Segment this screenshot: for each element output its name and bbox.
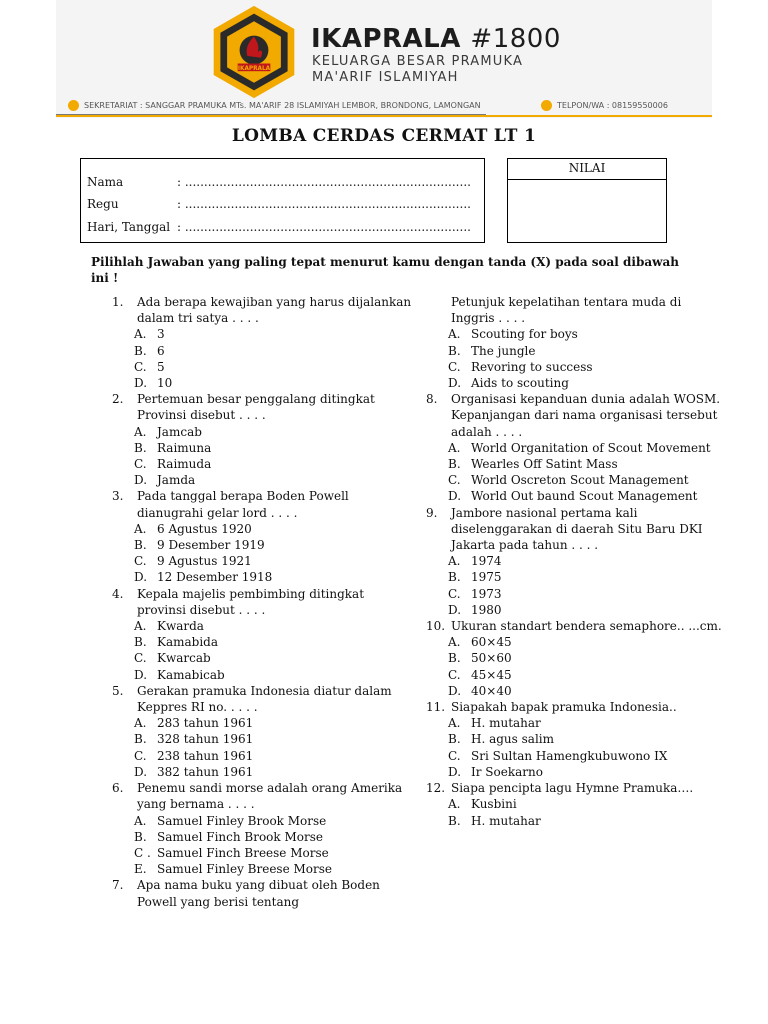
answer-option[interactable] [134, 813, 412, 829]
answer-option[interactable] [448, 683, 726, 699]
answer-option[interactable] [134, 326, 412, 342]
option-letter: B. [448, 651, 461, 666]
answer-option[interactable] [134, 359, 412, 375]
option-letter: D. [134, 473, 148, 488]
brand-name: IKAPRALA [311, 24, 461, 54]
answer-option[interactable] [448, 667, 726, 683]
answer-option[interactable] [134, 715, 412, 731]
answer-options [112, 813, 412, 878]
questions-left-column [112, 294, 412, 910]
answer-options [426, 326, 726, 391]
answer-option[interactable] [448, 440, 726, 456]
option-letter: B. [448, 457, 461, 472]
answer-option[interactable] [134, 424, 412, 440]
question-item [112, 391, 412, 423]
option-text: H. mutahar [471, 716, 541, 731]
score-label: NILAI [508, 159, 666, 180]
answer-option[interactable] [448, 650, 726, 666]
question-text: Ukuran standart bendera semaphore.. ...cm. [451, 619, 722, 634]
option-text: Samuel Finch Brook Morse [157, 829, 323, 844]
question-number: 9. [426, 505, 438, 520]
option-letter: A. [448, 635, 461, 650]
answer-options [426, 440, 726, 505]
answer-option[interactable] [134, 456, 412, 472]
identity-label: Regu [87, 197, 119, 211]
option-text: Kwarcab [157, 651, 211, 666]
answer-option[interactable] [134, 829, 412, 845]
answer-options [112, 424, 412, 489]
answer-option[interactable] [134, 667, 412, 683]
answer-option[interactable] [134, 618, 412, 634]
answer-option[interactable] [448, 748, 726, 764]
answer-options [112, 521, 412, 586]
option-letter: A. [134, 327, 147, 342]
answer-option[interactable] [448, 764, 726, 780]
question-number: 2. [112, 392, 124, 407]
address-text: SEKRETARIAT : SANGGAR PRAMUKA MTs. MA'ARIF 28 ISLAMIYAH LEMBOR, BRONDONG, LAMONGAN [84, 101, 481, 110]
answer-option[interactable] [448, 326, 726, 342]
option-letter: C. [134, 651, 147, 666]
option-letter: E. [134, 862, 147, 877]
option-text: Samuel Finch Breese Morse [157, 845, 329, 860]
option-letter: B. [448, 813, 461, 828]
option-text: 238 tahun 1961 [157, 748, 254, 763]
option-text: Raimuda [157, 457, 212, 472]
contact-bar [66, 100, 706, 114]
question-text: Siapakah bapak pramuka Indonesia.. [451, 700, 677, 715]
option-text: 1974 [471, 554, 502, 569]
answer-option[interactable] [448, 634, 726, 650]
logo-text: IKAPRALA [237, 65, 271, 72]
question-number: 11. [426, 700, 446, 715]
answer-option[interactable] [134, 553, 412, 569]
question-item [112, 683, 412, 715]
option-text: 1980 [471, 602, 502, 617]
answer-option[interactable] [134, 764, 412, 780]
answer-option[interactable] [448, 586, 726, 602]
question-item [112, 586, 412, 618]
answer-option[interactable] [448, 731, 726, 747]
option-text: Revoring to success [471, 359, 593, 374]
option-letter: B. [448, 732, 461, 747]
answer-option[interactable] [448, 569, 726, 585]
location-pin-icon [68, 100, 79, 111]
option-text: World Organitation of Scout Movement [471, 440, 711, 455]
option-text: Kamabida [157, 635, 219, 650]
question-number: 10. [426, 619, 446, 634]
answer-options [426, 553, 726, 618]
option-letter: D. [134, 570, 148, 585]
answer-option[interactable] [448, 359, 726, 375]
answer-option[interactable] [448, 602, 726, 618]
ikaprala-logo [206, 4, 302, 100]
option-text: 283 tahun 1961 [157, 716, 254, 731]
question-item [426, 391, 726, 440]
option-letter: D. [448, 489, 462, 504]
answer-option[interactable] [134, 650, 412, 666]
option-text: World Oscreton Scout Management [471, 473, 689, 488]
question-text: Gerakan pramuka Indonesia diatur dalam Keppres RI no. . . . . [137, 683, 392, 715]
option-text: 6 [157, 343, 165, 358]
option-letter: A. [134, 424, 147, 439]
question-number: 8. [426, 392, 438, 407]
option-text: Sri Sultan Hamengkubuwono IX [471, 748, 668, 763]
option-letter: D. [134, 667, 148, 682]
instruction: Pilihlah Jawaban yang paling tepat menurut kamu dengan tanda (X) pada soal dibawah ini ! [91, 255, 679, 285]
option-letter: A. [134, 813, 147, 828]
question-number: 12. [426, 781, 446, 796]
brand-subtitle-2: MA'ARIF ISLAMIYAH [312, 70, 459, 85]
question-item [426, 505, 726, 554]
answer-options [112, 618, 412, 683]
answer-option[interactable] [134, 521, 412, 537]
option-letter: B. [448, 570, 461, 585]
option-text: Samuel Finley Brook Morse [157, 813, 327, 828]
question-item [426, 780, 726, 796]
option-letter: C. [134, 554, 147, 569]
header-accent-line [56, 115, 712, 117]
identity-label: Nama [87, 175, 124, 189]
option-text: Kamabicab [157, 667, 225, 682]
brand-title [311, 24, 561, 54]
question-item [112, 780, 412, 812]
question-number: 5. [112, 683, 124, 698]
option-text: Kwarda [157, 619, 204, 634]
answer-option[interactable] [448, 456, 726, 472]
question-number: 1. [112, 295, 124, 309]
option-letter: B. [134, 829, 147, 844]
identity-blank: : ........................................................................... [177, 175, 471, 189]
option-letter: A. [134, 619, 147, 634]
phone-text: TELPON/WA : 08159550006 [557, 101, 668, 110]
option-text: 1975 [471, 570, 502, 585]
option-letter: C. [134, 748, 147, 763]
brand-subtitle-1: KELUARGA BESAR PRAMUKA [312, 54, 524, 69]
answer-options [426, 796, 726, 828]
option-text: Jamda [157, 473, 196, 488]
answer-option[interactable] [448, 343, 726, 359]
answer-option[interactable] [134, 472, 412, 488]
option-letter: B. [448, 343, 461, 358]
answer-option[interactable] [134, 375, 412, 391]
option-letter: A. [448, 716, 461, 731]
score-box[interactable] [507, 158, 667, 243]
question-text: Apa nama buku yang dibuat oleh Boden Powell yang berisi tentang [137, 878, 380, 909]
option-text: H. agus salim [471, 732, 554, 747]
option-letter: A. [448, 440, 461, 455]
answer-option[interactable] [134, 343, 412, 359]
question-text: Siapa pencipta lagu Hymne Pramuka…. [451, 781, 694, 796]
option-letter: C. [448, 586, 461, 601]
answer-option[interactable] [448, 813, 726, 829]
option-text: 50×60 [471, 651, 512, 666]
option-letter: B. [134, 635, 147, 650]
questions-right-column [426, 294, 726, 829]
option-text: Wearles Off Satint Mass [471, 457, 618, 472]
answer-option[interactable] [134, 731, 412, 747]
option-text: Kusbini [471, 797, 517, 812]
option-text: 60×45 [471, 635, 512, 650]
identity-row-date[interactable] [87, 220, 471, 234]
question-item [426, 699, 726, 715]
option-letter: B. [134, 732, 147, 747]
option-letter: C. [448, 473, 461, 488]
question-item [112, 488, 412, 520]
option-text: 40×40 [471, 683, 512, 698]
option-letter: A. [448, 797, 461, 812]
option-text: 382 tahun 1961 [157, 764, 254, 779]
question-item [112, 877, 412, 909]
option-text: 9 Agustus 1921 [157, 554, 252, 569]
option-letter: B. [134, 440, 147, 455]
option-text: Jamcab [157, 424, 202, 439]
question-item [426, 618, 726, 634]
answer-option[interactable] [448, 715, 726, 731]
option-text: 45×45 [471, 667, 512, 682]
identity-box [80, 158, 485, 243]
option-text: 1973 [471, 586, 502, 601]
page-title: LOMBA CERDAS CERMAT LT 1 [231, 126, 537, 146]
identity-blank: : ........................................................................... [177, 220, 471, 234]
option-letter: A. [134, 521, 147, 536]
answer-option[interactable] [448, 796, 726, 812]
option-letter: B. [134, 538, 147, 553]
question-number: 3. [112, 489, 124, 504]
option-letter: D. [448, 376, 462, 391]
phone-icon [541, 100, 552, 111]
option-text: The jungle [471, 343, 536, 358]
option-text: 6 Agustus 1920 [157, 521, 252, 536]
option-letter: D. [448, 602, 462, 617]
question-text: Ada berapa kewajiban yang harus dijalankan dalam tri satya . . . . [137, 295, 412, 326]
option-text: 328 tahun 1961 [157, 732, 254, 747]
option-letter: C. [448, 667, 461, 682]
option-text: Samuel Finley Breese Morse [157, 862, 333, 877]
option-letter: D. [134, 376, 148, 391]
option-letter: A. [448, 327, 461, 342]
option-text: 12 Desember 1918 [157, 570, 273, 585]
option-text: Ir Soekarno [471, 764, 543, 779]
answer-option[interactable] [134, 748, 412, 764]
question-text: Pada tanggal berapa Boden Powell dianugrahi gelar lord . . . . [137, 489, 349, 520]
option-text: H. mutahar [471, 813, 541, 828]
answer-option[interactable] [134, 569, 412, 585]
identity-row-team[interactable] [87, 197, 471, 211]
option-text: Aids to scouting [471, 376, 569, 391]
option-letter: D. [448, 683, 462, 698]
option-text: 9 Desember 1919 [157, 538, 265, 553]
question-number: 7. [112, 878, 124, 893]
answer-option[interactable] [448, 488, 726, 504]
answer-option[interactable] [134, 440, 412, 456]
letterhead [56, 0, 712, 118]
identity-blank: : ........................................................................... [177, 197, 471, 211]
question-text: Jambore nasional pertama kali diselenggarakan di daerah Situ Baru DKI Jakarta pada tahun . . . . [451, 505, 703, 553]
question-text: Kepala majelis pembimbing ditingkat provinsi disebut . . . . [137, 586, 365, 617]
answer-options [112, 326, 412, 391]
option-letter: A. [448, 554, 461, 569]
question-item [112, 294, 412, 326]
question-text: Pertemuan besar penggalang ditingkat Provinsi disebut . . . . [137, 392, 375, 423]
answer-option[interactable] [448, 472, 726, 488]
answer-options [426, 634, 726, 699]
answer-option[interactable] [134, 634, 412, 650]
answer-option[interactable] [134, 537, 412, 553]
option-text: World Out baund Scout Management [471, 489, 698, 504]
question-number: 6. [112, 781, 124, 796]
question-text: Penemu sandi morse adalah orang Amerika yang bernama . . . . [137, 781, 403, 812]
option-letter: A. [134, 716, 147, 731]
option-letter: B. [134, 343, 147, 358]
option-letter: C. [134, 359, 147, 374]
answer-option[interactable] [448, 375, 726, 391]
answer-option[interactable] [448, 553, 726, 569]
option-letter: C . [134, 845, 151, 860]
answer-options [112, 715, 412, 780]
answer-option[interactable] [134, 861, 412, 877]
option-text: 3 [157, 327, 165, 342]
option-letter: C. [448, 359, 461, 374]
option-letter: C. [134, 457, 147, 472]
option-letter: D. [448, 764, 462, 779]
identity-row-name[interactable] [87, 175, 471, 189]
option-text: Scouting for boys [471, 327, 578, 342]
question-text: Organisasi kepanduan dunia adalah WOSM. Kepanjangan dari nama organisasi tersebut adalah . . . . [451, 392, 721, 439]
question-number: 4. [112, 586, 124, 601]
question-continuation: Petunjuk kepelatihan tentara muda di Inggris . . . . [451, 295, 682, 326]
option-text: 10 [157, 376, 173, 391]
answer-options [426, 715, 726, 780]
brand-number: #1800 [470, 24, 561, 54]
option-letter: D. [134, 764, 148, 779]
option-text: 5 [157, 359, 165, 374]
answer-option[interactable] [134, 845, 412, 861]
identity-label: Hari, Tanggal [87, 220, 171, 234]
option-letter: C. [448, 748, 461, 763]
option-text: Raimuna [157, 440, 212, 455]
